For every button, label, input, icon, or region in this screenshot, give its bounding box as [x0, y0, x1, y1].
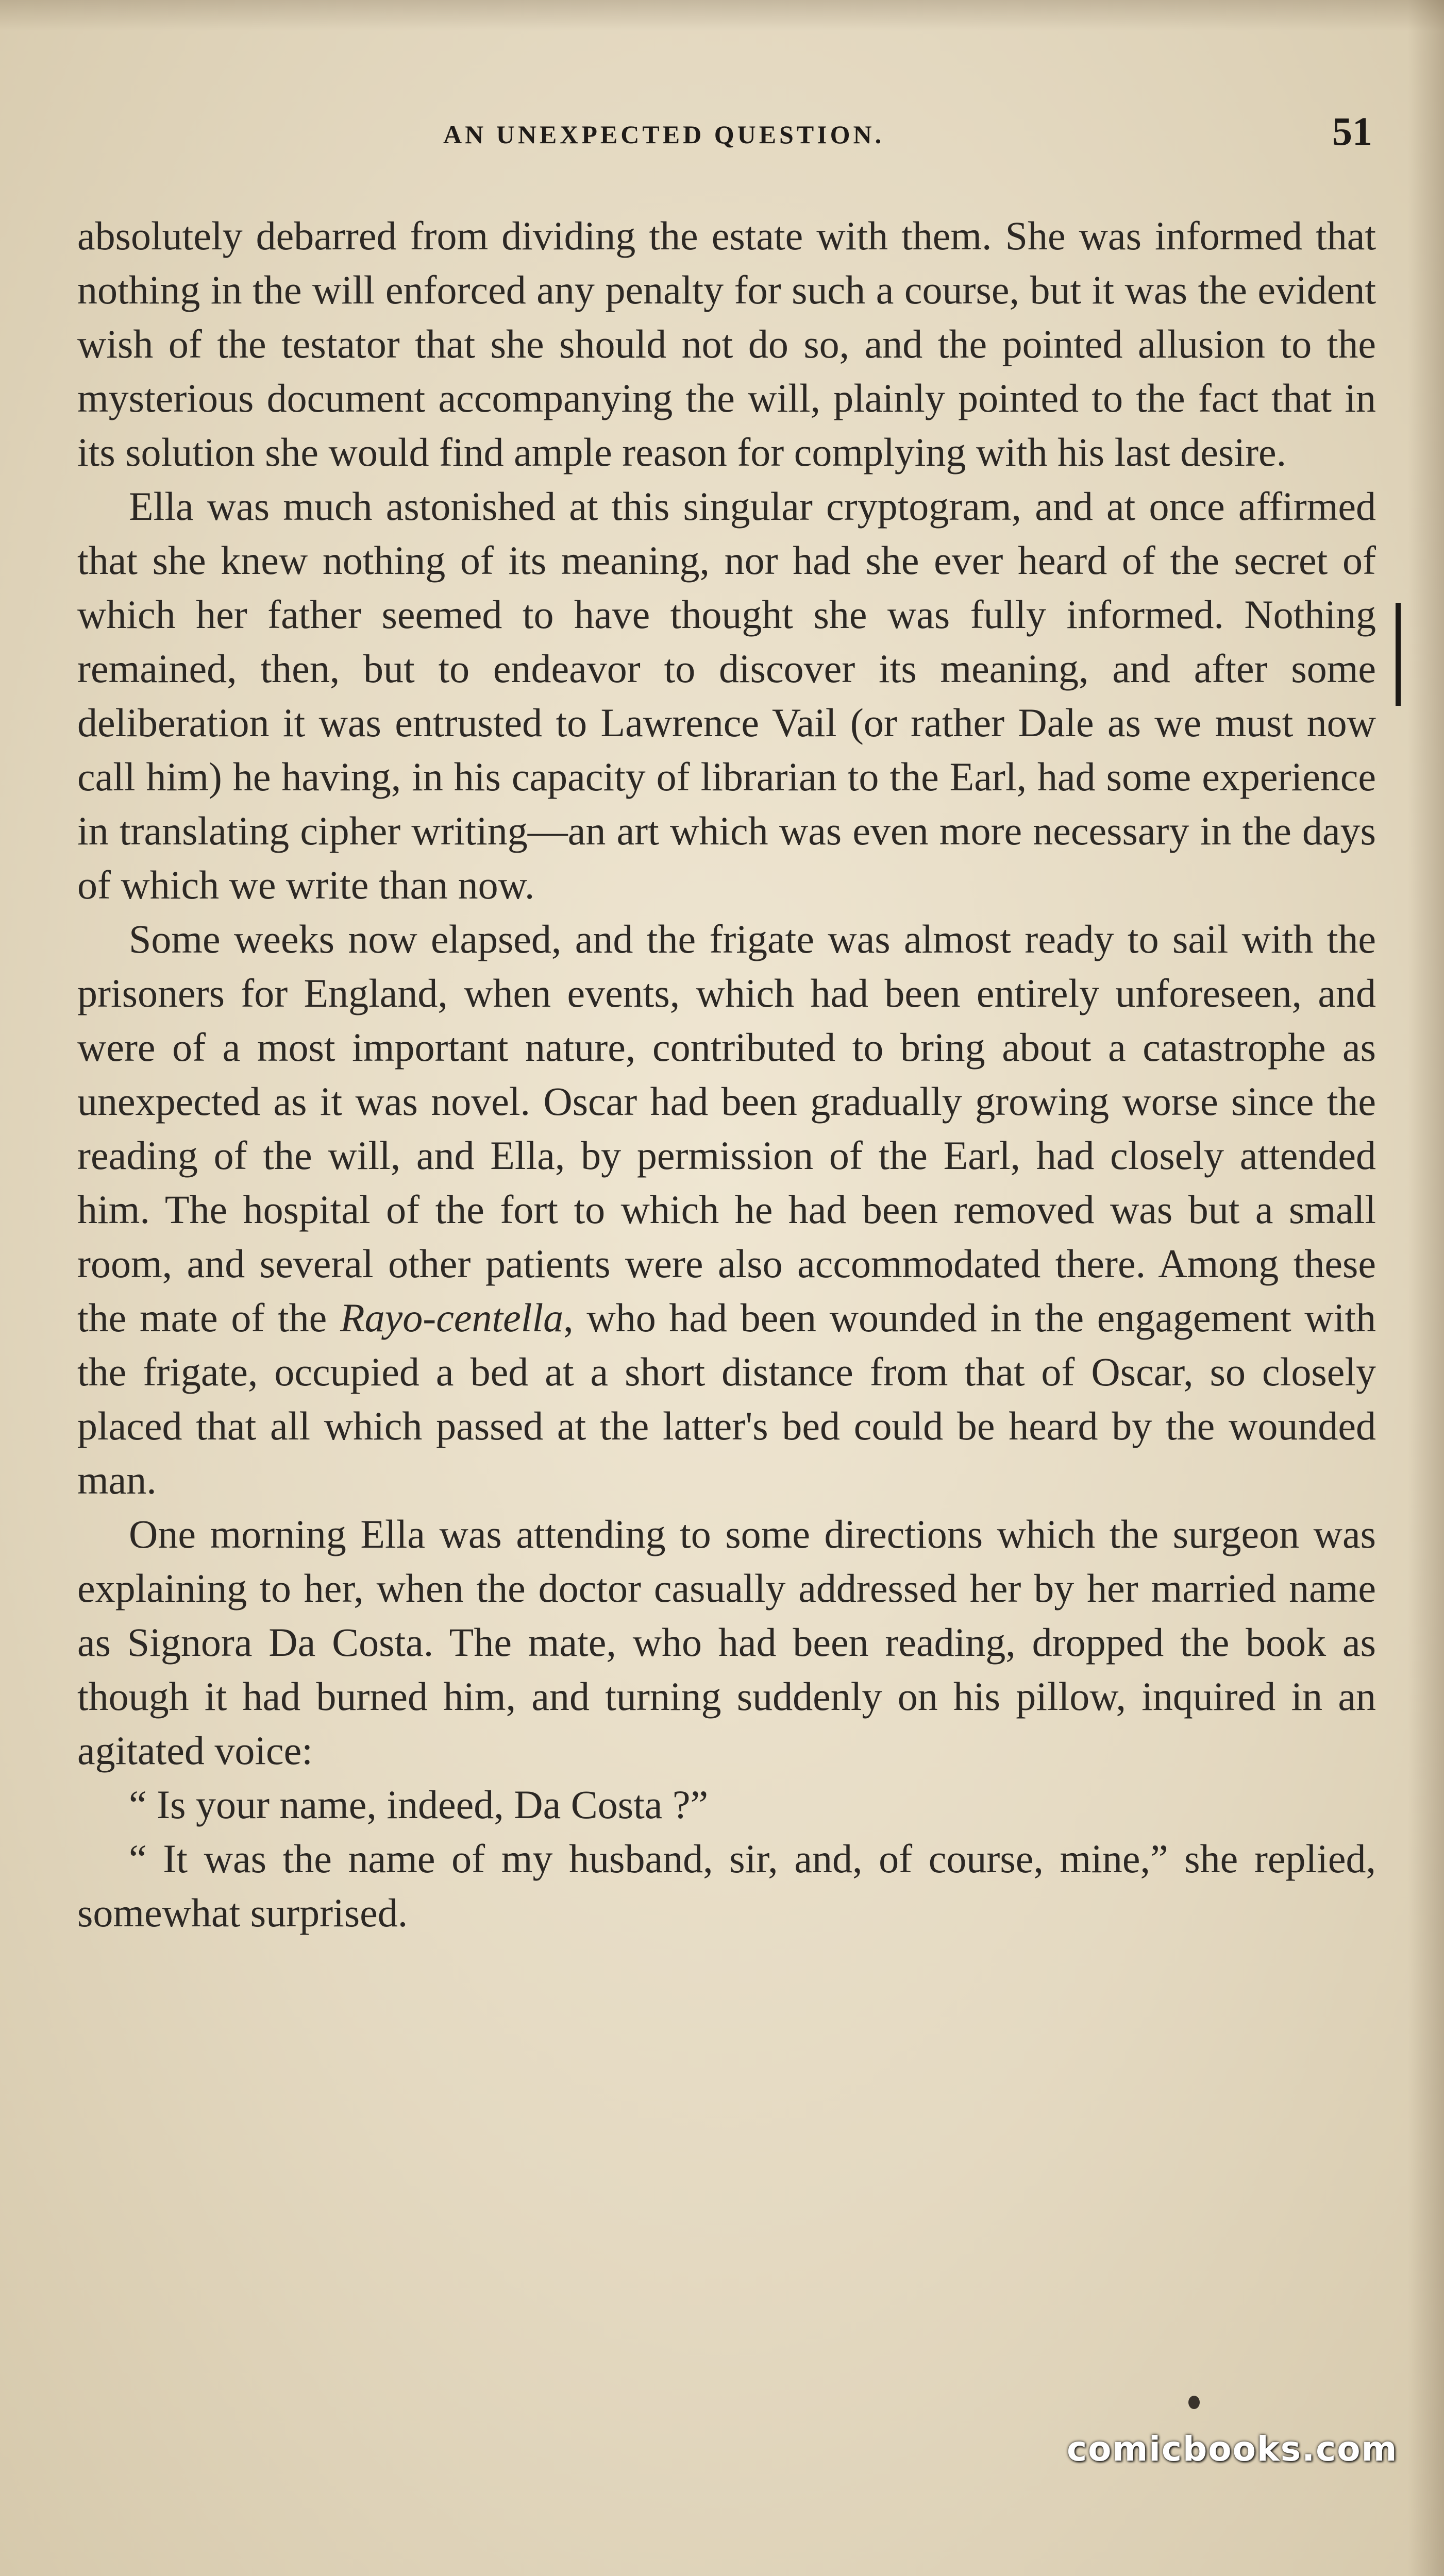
paragraph-1: absolutely debarred from dividing the estate with them. She was informed that nothing in the will enforced any penalty for such a course, but it was the evident wish of the testator that she should not do so, and the pointed allusion to the mysterious document accompanying the will, plainly pointed to the fact that in its solution she would find ample reason for complying with his last desire. [77, 213, 1376, 474]
page-shadow-right [1408, 0, 1444, 2576]
ship-name: Rayo-centella [340, 1295, 564, 1340]
paragraph-3-before: Some weeks now elapsed, and the frigate was almost ready to sail with the prisoners for England, when events, which had been entirely unforeseen, and were of a most important nature, contributed to bring about a catastrophe as unexpected as it was novel. Oscar had been gradually growing worse since the reading of the will, and Ella, by permission of the Earl, had closely attended him. The hospital of the fort to which he had been removed was but a small room, and several other patients were also accommodated there. Among these the mate of the [77, 917, 1376, 1340]
margin-mark [1396, 603, 1401, 706]
running-head: AN UNEXPECTED QUESTION. [443, 120, 885, 149]
paragraph-6-dialogue: “ It was the name of my husband, sir, and, of course, mine,” she replied, somewhat surprised. [77, 1836, 1376, 1935]
watermark-text: comicbooks.com [1067, 2429, 1398, 2469]
page-number: 51 [1332, 109, 1372, 154]
paragraph-3-after: , who had been wounded in the engagement with the frigate, occupied a bed at a short distance from that of Oscar, so closely placed that all which passed at the latter's bed could be heard by the wounded man. [77, 1295, 1376, 1502]
body-text [77, 209, 1376, 1940]
paragraph-4: One morning Ella was attending to some directions which the surgeon was explaining to her, when the doctor casually addressed her by her married name as Signora Da Costa. The mate, who had been reading, dropped the book as though it had burned him, and turning suddenly on his pillow, inquired in an agitated voice: [77, 1512, 1376, 1773]
paragraph-2: Ella was much astonished at this singular cryptogram, and at once affirmed that she knew nothing of its meaning, nor had she ever heard of the secret of which her father seemed to have thought she was fully informed. Nothing remained, then, but to endeavor to discover its meaning, and after some deliberation it was entrusted to Lawrence Vail (or rather Dale as we must now call him) he having, in his capacity of librarian to the Earl, had some experience in translating cipher writing—an art which was even more necessary in the days of which we write than now. [77, 484, 1376, 907]
ink-spot [1188, 2396, 1200, 2409]
paragraph-5-dialogue: “ Is your name, indeed, Da Costa ?” [129, 1782, 709, 1827]
page-shadow-top [0, 0, 1444, 31]
paragraph-3 [77, 912, 1376, 1507]
